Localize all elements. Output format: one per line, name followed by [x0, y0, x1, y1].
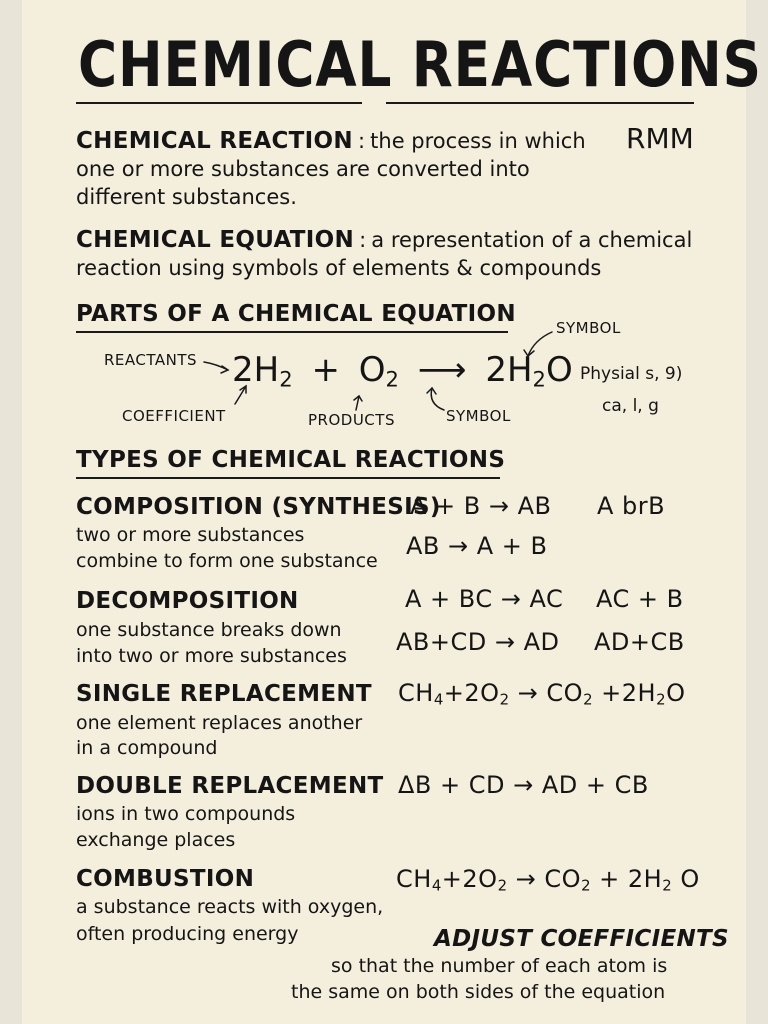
type-desc: often producing energy [76, 923, 299, 945]
equation-composition-alt: A brB [597, 492, 666, 520]
type-desc: in a compound [76, 737, 218, 759]
term-label: CHEMICAL EQUATION [76, 227, 355, 253]
balance-text: the same on both sides of the equation [291, 981, 666, 1003]
label-reactants: REACTANTS [104, 351, 198, 369]
reactant-o2: $O_2$ [358, 350, 399, 392]
arrow-symbol-bottom [431, 388, 444, 410]
coefficient: 2 [232, 350, 254, 390]
arrow-coefficient [235, 386, 246, 404]
label-symbol-bottom: SYMBOL [446, 407, 511, 425]
term-label: CHEMICAL REACTION [76, 128, 353, 154]
equation-decomposition-2: AB+CD → AD [396, 628, 560, 656]
product-h2o: $2H_2O$ [485, 350, 573, 392]
plus-sign: + [311, 350, 340, 390]
type-desc: exchange places [76, 829, 236, 851]
definition-text: one or more substances are converted into [76, 157, 530, 181]
definition-text: reaction using symbols of elements & compounds [76, 256, 602, 280]
type-desc: two or more substances [76, 524, 305, 546]
annotation-arrows [0, 0, 768, 460]
equation-decomposition: A + BC → AC [405, 585, 564, 613]
type-desc: a substance reacts with oxygen, [76, 896, 384, 918]
term-separator: : [359, 228, 367, 252]
reactant-h2: $H_2$ [253, 350, 293, 392]
arrow-reactants [204, 362, 228, 370]
balance-text: so that the number of each atom is [331, 955, 668, 977]
definition-text: a representation of a chemical [371, 228, 693, 252]
yields-arrow: ⟶ [417, 350, 467, 390]
equation-decomposition-2-alt: AD+CB [594, 628, 685, 656]
type-desc: one element replaces another [76, 712, 363, 734]
side-note-states-2: ca, l, g [602, 396, 659, 416]
type-name-combustion: COMBUSTION [76, 866, 255, 892]
equation-composition: A + B → AB [410, 492, 552, 520]
equation-double-replacement: ΔB + CD → AD + CB [398, 771, 649, 799]
type-name-decomposition: DECOMPOSITION [76, 588, 299, 614]
balance-heading: ADJUST COEFFICIENTS [434, 926, 729, 952]
heading-underline [76, 477, 500, 479]
corner-note: RMM [626, 122, 694, 155]
type-name-composition: COMPOSITION (SYNTHESIS) [76, 494, 441, 520]
definition-text: different substances. [76, 185, 297, 209]
section-heading-parts: PARTS OF A CHEMICAL EQUATION [76, 301, 516, 327]
type-desc: into two or more substances [76, 645, 347, 667]
type-desc: one substance breaks down [76, 619, 342, 641]
page-title: CHEMICAL REACTIONS [78, 28, 762, 101]
equation-combustion: $CH_4+2O_2 \to CO_2 + 2H_2$ O [396, 865, 700, 895]
label-products: PRODUCTS [308, 411, 395, 429]
equation-decomposition-alt: AC + B [596, 585, 684, 613]
equation-single-replacement: $CH_4+2O_2 \to CO_2 +2H_2O$ [398, 679, 686, 709]
type-desc: combine to form one substance [76, 550, 378, 572]
label-symbol-top: SYMBOL [556, 319, 621, 337]
side-note-states: Physial s, 9) [580, 364, 683, 384]
section-heading-types: TYPES OF CHEMICAL REACTIONS [76, 447, 506, 473]
equation-composition-2: AB → A + B [406, 532, 548, 560]
term-separator: : [357, 129, 366, 153]
definition-text: the process in which [370, 129, 586, 153]
type-desc: ions in two compounds [76, 803, 296, 825]
type-name-single-replacement: SINGLE REPLACEMENT [76, 681, 372, 707]
label-coefficient: COEFFICIENT [122, 407, 226, 425]
type-name-double-replacement: DOUBLE REPLACEMENT [76, 773, 384, 799]
